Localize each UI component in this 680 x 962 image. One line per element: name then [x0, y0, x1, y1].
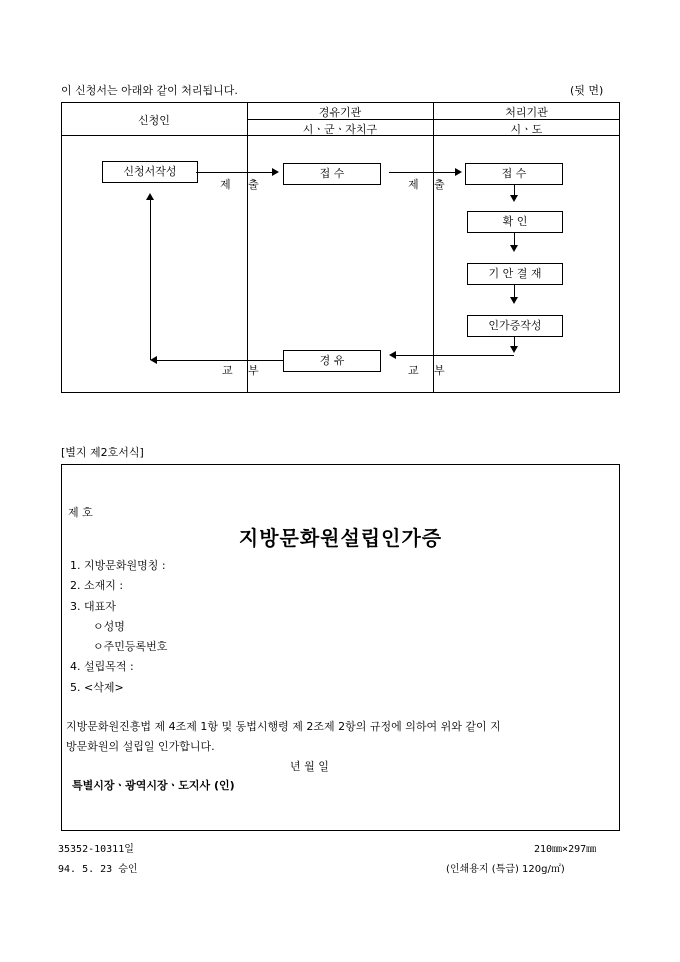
column-divider-1: [247, 102, 248, 393]
header-proc-sub: 시ㆍ도: [510, 123, 543, 136]
header-via-sub: 시ㆍ군ㆍ자치구: [302, 123, 378, 136]
label-deliver-2a: 교: [408, 364, 419, 377]
box-certificate-write: 인가증작성: [467, 315, 563, 337]
arrow-right-icon: [272, 168, 279, 176]
certificate-title: 지방문화원설립인가증: [238, 526, 443, 550]
item-location: 2. 소재지 :: [70, 579, 124, 592]
body-line-1: 지방문화원진흥법 제 4조제 1항 및 동법시행령 제 2조제 2항의 규정에 의하여 위와 같이 지: [66, 720, 501, 733]
header-proc-agency: 처리기관: [505, 106, 548, 119]
arrow-down-icon: [510, 245, 518, 252]
box-confirm: 확 인: [467, 211, 563, 233]
page-side-label: (뒷 면): [570, 84, 604, 97]
box-receive-via: 접 수: [283, 163, 381, 185]
label-deliver-1b: 부: [248, 364, 259, 377]
arrow-up-line: [150, 200, 151, 360]
arrow-left-icon: [150, 356, 157, 364]
arrow-down-icon: [510, 195, 518, 202]
item-representative: 3. 대표자: [70, 600, 116, 613]
box-relay: 경 유: [283, 350, 381, 372]
label-submit-1a: 제: [220, 178, 231, 191]
arrow-down-icon: [510, 346, 518, 353]
label-submit-2a: 제: [408, 178, 419, 191]
label-deliver-1a: 교: [222, 364, 233, 377]
column-divider-2: [433, 102, 434, 393]
footer-size: 210㎜×297㎜: [534, 844, 597, 855]
item-deleted: 5. <삭제>: [70, 681, 124, 694]
box-write-application: 신청서작성: [102, 161, 198, 183]
header-via-agency: 경유기관: [318, 106, 362, 119]
footer-code: 35352-10311일: [58, 844, 134, 855]
arrow-down-1: [514, 185, 515, 195]
footer-approval: 94. 5. 23 승인: [58, 864, 138, 875]
intro-text: 이 신청서는 아래와 같이 처리됩니다.: [61, 84, 238, 97]
body-line-2: 방문화원의 설립일 인가합니다.: [66, 740, 215, 753]
arrow-submit-2: [389, 172, 455, 173]
doc-number: 제 호: [68, 506, 93, 519]
date-line: 년 월 일: [290, 760, 329, 773]
arrow-left-icon: [389, 351, 396, 359]
arrow-up-icon: [146, 193, 154, 200]
form-number-label: [별지 제2호서식]: [61, 446, 144, 459]
issuer-line: 특별시장ㆍ광역시장ㆍ도지사 (인): [72, 779, 235, 792]
arrow-down-2: [514, 233, 515, 245]
header-applicant: 신청인: [138, 114, 170, 127]
item-name: 1. 지방문화원명칭 :: [70, 559, 166, 572]
footer-paper: (인쇄용지 (특급) 120g/㎡): [446, 864, 565, 875]
box-draft-approval: 기 안 결 재: [467, 263, 563, 285]
item-purpose: 4. 설립목적 :: [70, 660, 134, 673]
arrow-down-icon: [510, 297, 518, 304]
arrow-down-3: [514, 285, 515, 297]
item-rep-name: ㅇ성명: [93, 620, 125, 633]
label-submit-2b: 출: [434, 178, 445, 191]
label-deliver-2b: 부: [434, 364, 445, 377]
arrow-deliver-2: [396, 355, 514, 356]
item-rep-id: ㅇ주민등록번호: [93, 640, 168, 653]
arrow-deliver-1: [157, 360, 283, 361]
arrow-submit-1: [196, 172, 272, 173]
box-receive-proc: 접 수: [465, 163, 563, 185]
label-submit-1b: 출: [248, 178, 259, 191]
arrow-right-icon: [455, 168, 462, 176]
